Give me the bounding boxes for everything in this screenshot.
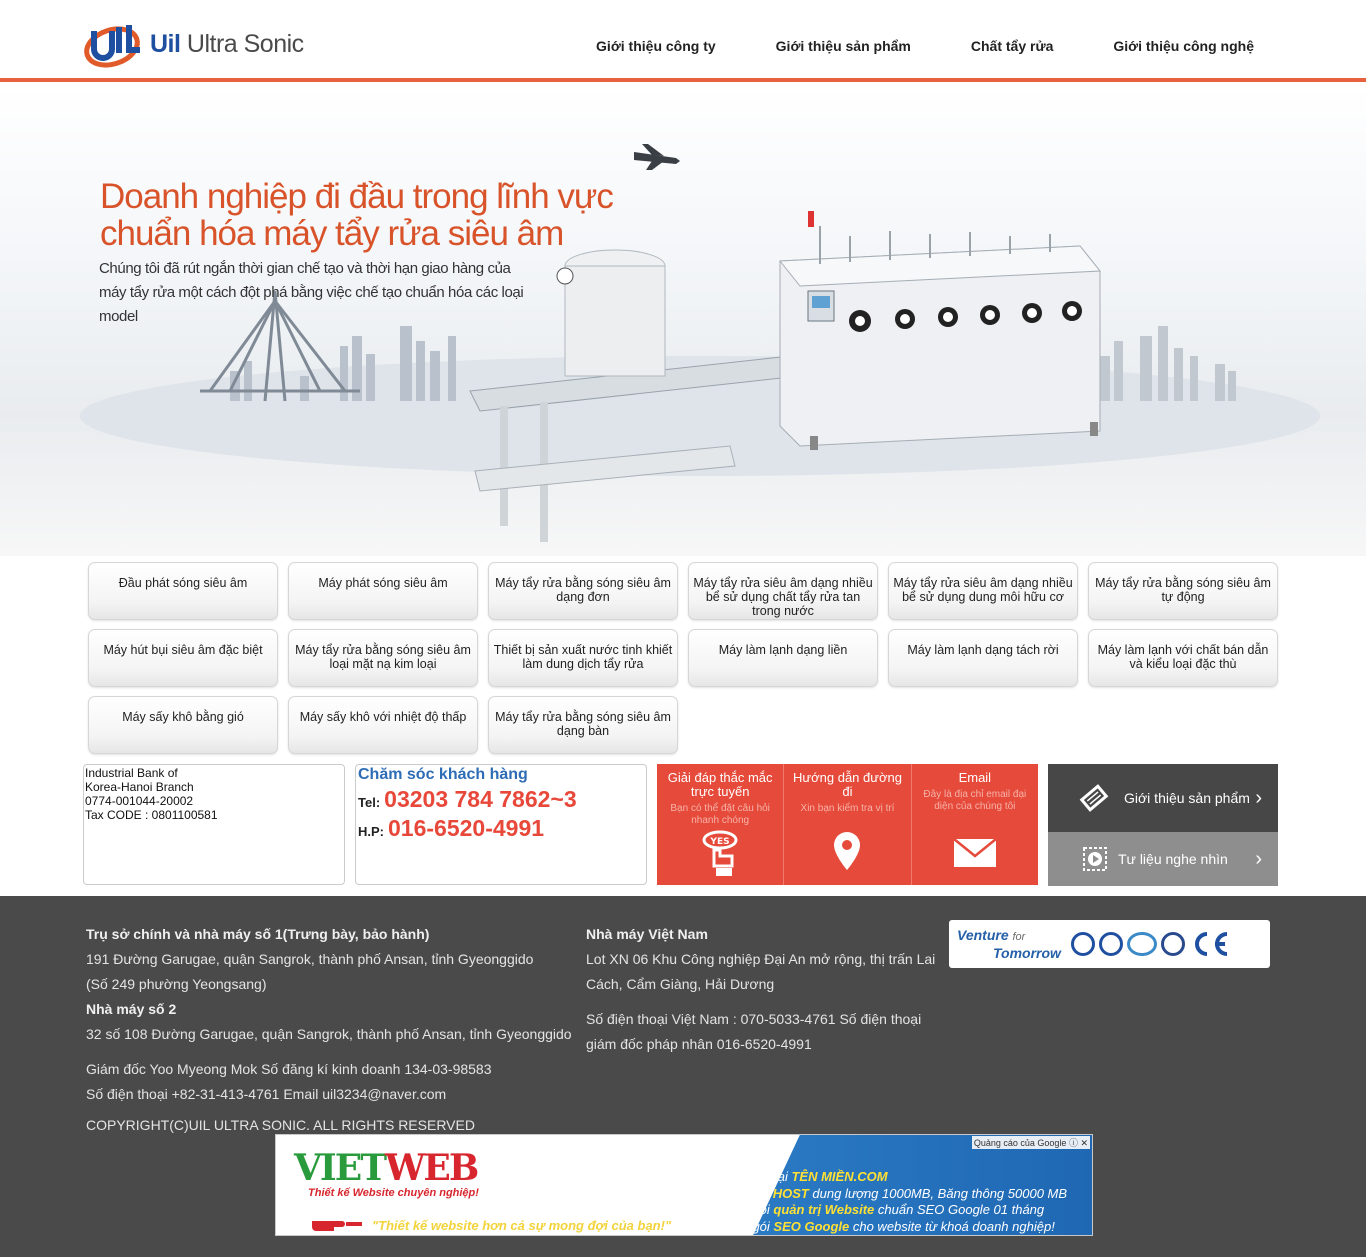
iso-cert-icon	[1071, 932, 1095, 956]
quick-link-subtitle: Bạn có thể đặt câu hỏi nhanh chóng	[670, 803, 770, 826]
certification-logos	[949, 920, 1270, 968]
chevron-right-icon: ›	[1255, 786, 1262, 809]
ad-label-text: Quảng cáo của Google	[973, 1138, 1067, 1148]
category-button[interactable]: Máy phát sóng siêu âm	[288, 562, 478, 620]
category-button[interactable]: Máy tẩy rửa siêu âm dạng nhiều bể sử dụng dung môi hữu cơ	[888, 562, 1078, 620]
quick-link-directions[interactable]	[784, 764, 911, 885]
envelope-icon	[953, 838, 997, 868]
hero-subtitle: Chúng tôi đã rút ngắn thời gian chế tạo và thời hạn giao hàng của máy tẩy rửa một cách đột phá bằng việc chế tạo chuẩn hóa các loại model	[99, 260, 524, 325]
ad-tagline: Thiết kế Website chuyên nghiệp!	[308, 1187, 479, 1199]
chevron-right-icon: ›	[1255, 847, 1262, 870]
cert-icon-group	[1071, 930, 1231, 958]
org-cert-icon	[1127, 932, 1157, 956]
category-button[interactable]: Đầu phát sóng siêu âm	[88, 562, 278, 620]
footer-vn-info	[586, 922, 946, 1057]
quick-links-panel	[657, 764, 1038, 885]
tel-row	[358, 786, 646, 813]
nav-detergent[interactable]: Chất tẩy rửa	[970, 38, 1054, 54]
nav-company[interactable]: Giới thiệu công ty	[596, 38, 716, 54]
ce-mark-icon	[1189, 930, 1231, 958]
hero-title-line1: Doanh nghiệp đi đầu trong lĩnh vực	[100, 177, 613, 216]
bank-account: 0774-001044-20002	[85, 794, 194, 808]
map-pin-icon	[831, 830, 863, 872]
airplane-icon	[634, 144, 680, 170]
site-logo[interactable]	[82, 18, 304, 70]
tel-label: Tel:	[358, 795, 381, 810]
bank-info-box	[83, 764, 345, 885]
hero-title-line2: chuẩn hóa máy tẩy rửa siêu âm	[100, 214, 564, 253]
category-button[interactable]: Máy tẩy rửa bằng sóng siêu âm dạng đơn	[488, 562, 678, 620]
yes-hand-icon	[698, 830, 742, 878]
footer-phone-email: Số điện thoại +82-31-413-4761 Email uil3234@naver.com	[86, 1086, 447, 1102]
city-skyline-right	[1100, 326, 1236, 401]
side-link-products-label: Giới thiệu sản phẩm	[1124, 790, 1250, 806]
cert-tomorrow-text: Tomorrow	[993, 945, 1061, 961]
ad-brand-part2: WEB	[385, 1147, 478, 1189]
category-button[interactable]: Máy làm lạnh dạng tách rời	[888, 629, 1078, 687]
nav-technology[interactable]: Giới thiệu công nghệ	[1113, 38, 1254, 54]
quick-link-online-qa[interactable]	[657, 764, 784, 885]
category-button[interactable]: Máy hút bụi siêu âm đặc biệt	[88, 629, 278, 687]
footer-factory2-title: Nhà máy số 2	[86, 1001, 177, 1017]
footer-factory2-address: 32 số 108 Đường Garugae, quận Sangrok, thành phố Ansan, tỉnh Gyeonggido	[86, 1026, 572, 1042]
brand-name	[150, 30, 304, 59]
ad-offer-2: + Miễn phí HOST dung lượng 1000MB, Băng thông 50000 MB	[708, 1185, 1068, 1201]
site-header	[0, 0, 1366, 82]
footer-copyright: COPYRIGHT(C)UIL ULTRA SONIC. ALL RIGHTS RESERVED	[86, 1117, 475, 1133]
footer-vn-title: Nhà máy Việt Nam	[586, 926, 708, 942]
kn-cert-icon	[1099, 932, 1123, 956]
bank-name-line1: Industrial Bank of	[85, 766, 178, 780]
video-play-icon	[1082, 846, 1108, 872]
main-nav	[596, 38, 1254, 54]
footer-vn-address: Lot XN 06 Khu Công nghiệp Đại An mở rộng, thị trấn Lai Cách, Cẩm Giàng, Hải Dương	[586, 951, 936, 992]
tel-number[interactable]: 03203 784 7862~3	[384, 786, 577, 812]
footer-vn-phone: Số điện thoại Việt Nam : 070-5033-4761 Số điện thoại giám đốc pháp nhân 016-6520-4991	[586, 1011, 922, 1052]
tax-code: Tax CODE : 0801100581	[85, 808, 218, 822]
ad-offer-4: + Tặng gói SEO Google cho website từ khoá doanh nghiệp!	[708, 1218, 1055, 1234]
category-button[interactable]: Máy tẩy rửa siêu âm dạng nhiều bể sử dụng chất tẩy rửa tan trong nước	[688, 562, 878, 620]
customer-care-box	[355, 764, 647, 885]
svg-text:YES: YES	[710, 837, 730, 847]
category-button[interactable]: Máy sấy khô với nhiệt độ thấp	[288, 696, 478, 754]
brand-name-part2: Ultra Sonic	[186, 29, 304, 58]
machine-illustration	[470, 211, 1100, 542]
category-button[interactable]: Máy tẩy rửa bằng sóng siêu âm tự động	[1088, 562, 1278, 620]
quick-link-title: Email	[958, 770, 992, 785]
hero-banner	[0, 86, 1366, 556]
nav-products[interactable]: Giới thiệu sản phẩm	[775, 38, 911, 54]
customer-care-title: Chăm sóc khách hàng	[358, 766, 528, 783]
hero-title	[100, 178, 660, 252]
side-link-products[interactable]	[1048, 764, 1278, 832]
category-button[interactable]: Máy sấy khô bằng gió	[88, 696, 278, 754]
category-button[interactable]: Thiết bị sản xuất nước tinh khiết làm dung dịch tẩy rửa	[488, 629, 678, 687]
cert-venture-text: Venture	[957, 927, 1009, 943]
quick-link-email[interactable]	[912, 764, 1038, 885]
ad-brand	[294, 1147, 477, 1189]
side-link-media-label: Tư liệu nghe nhìn	[1118, 851, 1228, 867]
footer-hq-address1: 191 Đường Garugae, quận Sangrok, thành phố Ansan, tỉnh Gyeonggido	[86, 951, 534, 967]
ad-offer-3: + Tặng gói quản trị Website chuẩn SEO Google 01 tháng	[708, 1202, 1045, 1217]
quick-link-subtitle: Đây là địa chỉ email đại diện của chúng tôi	[923, 789, 1027, 812]
quick-link-subtitle: Xin bạn kiểm tra vị trí	[800, 803, 895, 814]
ad-slogan: "Thiết kế website hơn cả sự mong đợi của bạn!"	[372, 1218, 672, 1233]
quick-link-title: Hướng dẫn đường đi	[793, 770, 902, 799]
footer-hq-title: Trụ sở chính và nhà máy số 1(Trưng bày, bảo hành)	[86, 926, 430, 942]
ad-offer-1: + Khuyến mại TÊN MIỀN.COM	[708, 1169, 888, 1184]
pointing-hand-icon	[310, 1213, 364, 1235]
footer-director: Giám đốc Yoo Myeong Mok Số đăng kí kinh doanh 134-03-98583	[86, 1061, 492, 1077]
quick-link-title: Giải đáp thắc mắc trực tuyến	[667, 770, 773, 799]
footer-hq-address2: (Số 249 phường Yeongsang)	[86, 976, 267, 992]
side-link-media[interactable]	[1048, 832, 1278, 886]
brand-name-part1: Uil	[150, 29, 181, 58]
bank-name-line2: Korea-Hanoi Branch	[85, 780, 194, 794]
footer-hq-info	[86, 922, 586, 1138]
cert-for-text: for	[1012, 931, 1026, 943]
ad-offer-list	[708, 1169, 1067, 1235]
uil-logo-icon	[82, 19, 148, 69]
vietweb-ad-banner[interactable]	[275, 1134, 1093, 1236]
bt-cert-icon	[1161, 932, 1185, 956]
hp-number[interactable]: 016-6520-4991	[388, 815, 545, 841]
hp-row	[358, 815, 646, 842]
category-button[interactable]: Máy làm lạnh với chất bán dẫn và kiểu loại đặc thù	[1088, 629, 1278, 687]
category-button[interactable]: Máy tẩy rửa bằng sóng siêu âm dạng bàn	[488, 696, 678, 754]
category-button[interactable]: Máy làm lạnh dạng liền	[688, 629, 878, 687]
category-button[interactable]: Máy tẩy rửa bằng sóng siêu âm loại mặt nạ kim loại	[288, 629, 478, 687]
ad-brand-part1: VIET	[294, 1147, 385, 1189]
hp-label: H.P:	[358, 824, 384, 839]
product-tag-icon	[1074, 778, 1114, 818]
venture-for-tomorrow-logo	[957, 927, 1061, 961]
site-footer	[0, 896, 1366, 1257]
ad-choices-label[interactable]: Quảng cáo của Google ⓘ ✕	[973, 1138, 1088, 1148]
